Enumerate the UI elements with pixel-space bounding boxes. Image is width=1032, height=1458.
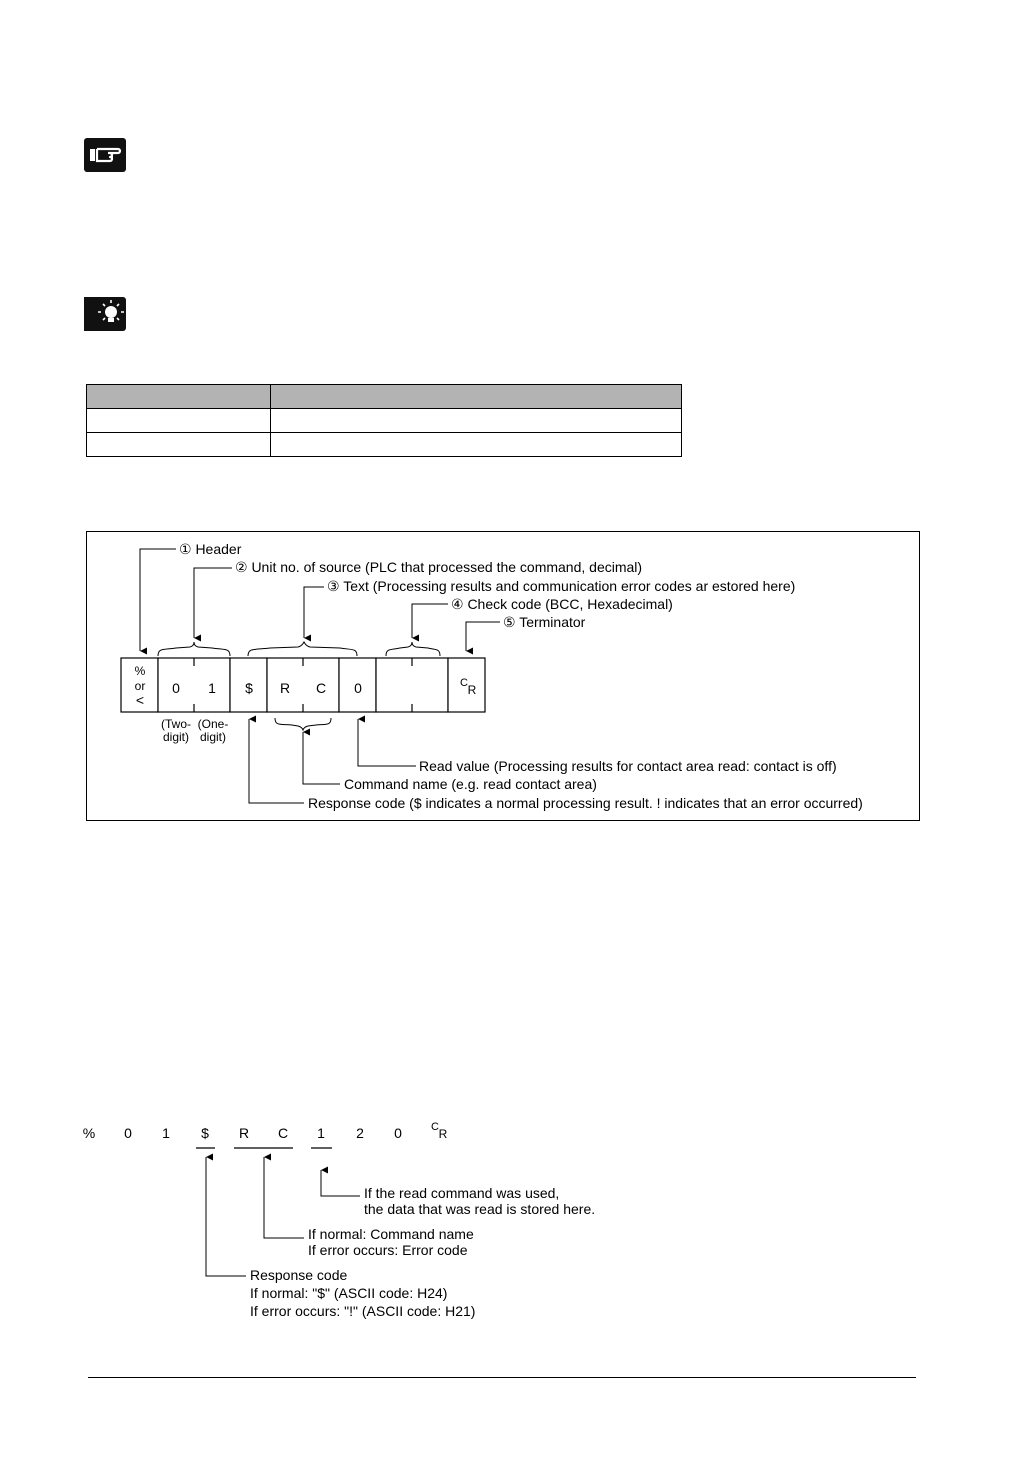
cell-term-c: C — [460, 677, 468, 689]
note-command-name: Command name (e.g. read contact area) — [344, 776, 597, 792]
example-char: 0 — [394, 1125, 402, 1141]
cell-header-percent: % — [134, 664, 146, 678]
note-response-error: If error occurs: "!" (ASCII code: H21) — [250, 1303, 476, 1319]
label-two-digit-a: (Two- — [161, 717, 191, 731]
cell-header-lt: < — [135, 692, 145, 708]
callout-terminator: ⑤ Terminator — [503, 614, 586, 630]
note-read-data-1: If the read command was used, — [364, 1185, 560, 1201]
cell-response: $ — [245, 680, 253, 696]
cell-unit-digit-2: 1 — [208, 680, 216, 696]
cell-unit-digit-1: 0 — [172, 680, 180, 696]
example-char: 1 — [317, 1125, 325, 1141]
cell-value: 0 — [354, 680, 362, 696]
example-char: 1 — [162, 1125, 170, 1141]
example-char: % — [82, 1125, 96, 1141]
example-char: 2 — [356, 1125, 364, 1141]
note-cmd-error: If error occurs: Error code — [308, 1242, 468, 1258]
example-char: C — [277, 1125, 289, 1141]
example-term-r: R — [438, 1127, 448, 1141]
callout-text: ③ Text (Processing results and communication error codes ar estored here) — [327, 578, 796, 594]
note-response-normal: If normal: "$" (ASCII code: H24) — [250, 1285, 448, 1301]
example-char: 0 — [124, 1125, 132, 1141]
label-one-digit-a: (One- — [197, 717, 229, 731]
note-read-value: Read value (Processing results for contact area read: contact is off) — [419, 758, 837, 774]
note-response-title: Response code — [250, 1267, 348, 1283]
cell-term-r: R — [467, 683, 477, 697]
cell-cmd-1: R — [279, 680, 291, 696]
example-term-c: C — [431, 1121, 439, 1133]
example-char: $ — [201, 1125, 209, 1141]
cell-header-or: or — [134, 679, 146, 693]
example-char: R — [238, 1125, 250, 1141]
footer-divider — [88, 1377, 916, 1378]
cell-cmd-2: C — [315, 680, 327, 696]
label-two-digit-b: digit) — [162, 730, 190, 744]
callout-check-code: ④ Check code (BCC, Hexadecimal) — [451, 596, 673, 612]
label-one-digit-b: digit) — [199, 730, 227, 744]
note-read-data-2: the data that was read is stored here. — [364, 1201, 596, 1217]
callout-unit-no: ② Unit no. of source (PLC that processed the command, decimal) — [235, 559, 643, 575]
note-cmd-normal: If normal: Command name — [308, 1226, 474, 1242]
note-response-code: Response code ($ indicates a normal processing result. ! indicates that an error occurred) — [308, 795, 863, 811]
callout-header: ① Header — [179, 541, 242, 557]
